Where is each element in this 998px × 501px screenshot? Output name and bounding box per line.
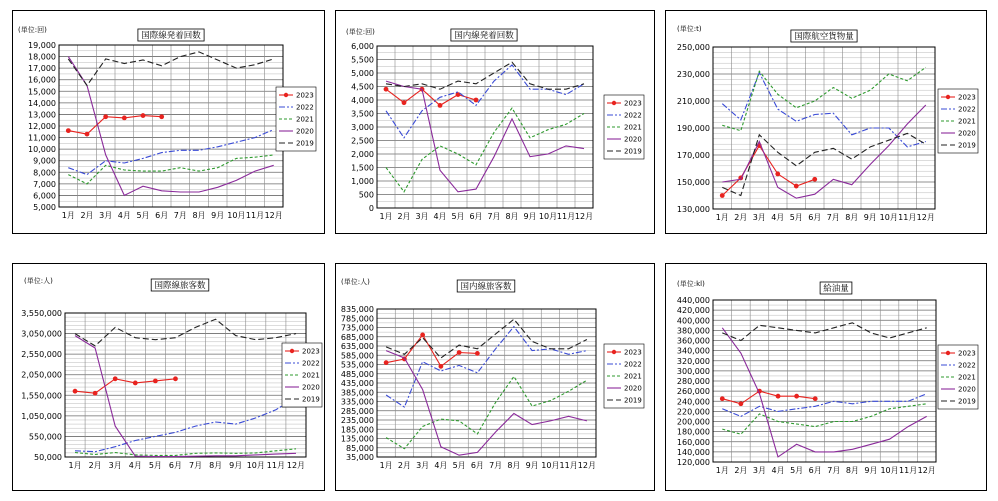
legend-label-2023: 2023 [958, 349, 976, 358]
x-tick-label: 10月 [880, 466, 899, 475]
chart-domestic-flights [336, 11, 656, 235]
x-tick-label: 9月 [864, 466, 878, 475]
x-tick-label: 5月 [148, 461, 162, 470]
legend-label-2023: 2023 [302, 347, 320, 356]
x-tick-label: 7月 [188, 461, 203, 470]
x-tick-label: 12月 [916, 213, 935, 222]
y-tick-label: 585,000 [340, 351, 374, 361]
data-point-2023 [384, 87, 389, 92]
legend-label-2020: 2020 [302, 383, 320, 392]
chart-panel-fuel [665, 263, 987, 491]
y-tick-label: 285,000 [340, 406, 374, 416]
legend-label-2022: 2022 [958, 105, 976, 114]
y-tick-label: 190,000 [676, 124, 710, 133]
y-tick-label: 835,000 [340, 305, 374, 314]
unit-label: (単位:人) [24, 277, 53, 285]
legend-label-2019: 2019 [624, 147, 642, 156]
unit-label: (単位:人) [341, 278, 370, 286]
x-tick-label: 7月 [487, 212, 501, 221]
x-tick-label: 6月 [808, 466, 822, 475]
x-tick-label: 3月 [752, 466, 767, 475]
legend-label-2019: 2019 [302, 395, 320, 404]
legend-label-2020: 2020 [624, 384, 642, 393]
x-tick-label: 6月 [168, 461, 183, 470]
x-tick-label: 3月 [108, 461, 122, 470]
chart-domestic-passengers [336, 264, 656, 492]
data-point-2023 [113, 376, 118, 381]
x-tick-label: 11月 [899, 466, 918, 475]
y-tick-label: 11,000 [28, 133, 56, 143]
legend-label-2022: 2022 [624, 360, 642, 369]
x-tick-label: 8月 [845, 466, 859, 475]
x-tick-label: 4月 [434, 461, 448, 470]
unit-label: (単位:回) [18, 26, 47, 34]
x-tick-label: 3月 [752, 213, 766, 222]
chart-title: 国際線発着回数 [141, 31, 201, 41]
x-tick-label: 8月 [192, 211, 206, 220]
legend-label-2021: 2021 [624, 123, 642, 132]
data-point-2023 [159, 114, 164, 119]
legend-label-2022: 2022 [624, 111, 642, 120]
y-tick-label: 380,000 [676, 326, 710, 336]
legend-label-2022: 2022 [302, 359, 320, 368]
y-tick-label: 280,000 [676, 377, 710, 386]
x-tick-label: 4月 [128, 461, 142, 470]
legend-label-2023: 2023 [624, 348, 642, 357]
y-tick-label: 12,000 [28, 122, 56, 131]
y-tick-label: 500 [358, 190, 374, 200]
x-tick-label: 2月 [397, 212, 411, 221]
x-tick-label: 5月 [452, 461, 466, 470]
data-point-2023 [457, 350, 462, 355]
x-tick-label: 11月 [245, 211, 265, 220]
x-tick-label: 10月 [227, 211, 246, 220]
legend-label-2021: 2021 [958, 117, 976, 126]
y-tick-label: 9,000 [33, 156, 56, 166]
y-tick-label: 385,000 [340, 388, 374, 398]
x-tick-label: 6月 [470, 461, 484, 470]
legend-marker-2023 [284, 93, 288, 97]
data-point-2023 [813, 396, 818, 401]
x-tick-label: 4月 [433, 212, 447, 221]
y-tick-label: 2,550,000 [21, 350, 62, 360]
y-tick-label: 200,000 [676, 417, 710, 427]
legend-marker-2023 [290, 349, 294, 353]
y-tick-label: 4,500 [351, 82, 374, 92]
y-tick-label: 160,000 [676, 437, 710, 447]
y-tick-label: 420,000 [676, 306, 710, 316]
legend-label-2022: 2022 [958, 361, 976, 370]
y-tick-label: 170,000 [676, 151, 710, 160]
y-tick-label: 16,000 [28, 75, 56, 85]
y-tick-label: 240,000 [676, 397, 710, 407]
chart-intl-flights [13, 11, 326, 235]
y-tick-label: 185,000 [340, 425, 374, 435]
unit-label: (単位:t) [677, 25, 702, 33]
chart-intl-passengers [13, 264, 326, 492]
y-tick-label: 735,000 [340, 323, 374, 333]
data-point-2023 [438, 364, 443, 369]
y-tick-label: 210,000 [676, 97, 710, 106]
data-point-2023 [122, 116, 127, 121]
y-tick-label: 150,000 [676, 178, 710, 187]
x-tick-label: 7月 [173, 211, 187, 220]
data-point-2023 [85, 132, 90, 137]
x-tick-label: 1月 [379, 461, 393, 470]
y-tick-label: 235,000 [340, 416, 374, 425]
y-tick-label: 1,000 [351, 177, 374, 186]
data-point-2023 [103, 114, 108, 119]
data-point-2023 [794, 394, 799, 399]
y-tick-label: 335,000 [340, 397, 374, 407]
y-tick-label: 35,000 [346, 453, 374, 462]
y-tick-label: 180,000 [676, 427, 710, 437]
x-tick-label: 11月 [898, 213, 917, 222]
legend-label-2021: 2021 [302, 371, 320, 380]
chart-title: 国際航空貨物量 [794, 32, 854, 42]
y-tick-label: 6,000 [351, 42, 374, 51]
y-tick-label: 320,000 [676, 356, 710, 366]
data-point-2023 [173, 376, 178, 381]
legend-label-2023: 2023 [296, 91, 314, 100]
y-tick-label: 550,000 [28, 432, 62, 442]
y-tick-label: 8,000 [33, 168, 56, 178]
y-tick-label: 5,000 [351, 69, 374, 78]
x-tick-label: 2月 [80, 211, 94, 220]
data-point-2023 [475, 351, 480, 356]
x-tick-label: 11月 [559, 461, 578, 470]
chart-fuel [666, 264, 988, 492]
x-tick-label: 5月 [790, 466, 804, 475]
x-tick-label: 10月 [538, 212, 558, 221]
y-tick-label: 220,000 [676, 407, 710, 417]
x-tick-label: 12月 [577, 461, 596, 470]
data-point-2023 [720, 396, 725, 401]
x-tick-label: 9月 [863, 213, 877, 222]
y-tick-label: 10,000 [28, 145, 56, 155]
data-point-2023 [402, 100, 407, 105]
y-tick-label: 435,000 [340, 379, 374, 388]
y-tick-label: 13,000 [28, 110, 56, 120]
y-tick-label: 300,000 [676, 366, 710, 376]
y-tick-label: 85,000 [346, 443, 374, 453]
x-tick-label: 12月 [286, 461, 306, 470]
data-point-2023 [384, 360, 389, 365]
legend-label-2020: 2020 [958, 385, 976, 394]
x-tick-label: 12月 [574, 212, 594, 221]
data-point-2023 [438, 103, 443, 108]
x-tick-label: 9月 [229, 461, 243, 470]
x-tick-label: 2月 [88, 461, 102, 470]
y-tick-label: 19,000 [28, 41, 56, 50]
legend-label-2019: 2019 [624, 396, 642, 405]
y-tick-label: 250,000 [676, 43, 710, 52]
y-tick-label: 18,000 [28, 52, 56, 62]
x-tick-label: 4月 [771, 213, 785, 222]
legend-label-2019: 2019 [958, 397, 976, 406]
y-tick-label: 360,000 [676, 336, 710, 346]
legend-label-2023: 2023 [624, 99, 642, 108]
y-tick-label: 340,000 [676, 346, 710, 356]
y-tick-label: 2,050,000 [21, 370, 62, 380]
legend-label-2019: 2019 [958, 141, 976, 150]
x-tick-label: 9月 [523, 212, 537, 221]
x-tick-label: 1月 [715, 466, 729, 475]
y-tick-label: 485,000 [340, 369, 374, 379]
x-tick-label: 4月 [771, 466, 785, 475]
y-tick-label: 120,000 [676, 458, 710, 467]
chart-title: 国内線発着回数 [454, 31, 514, 41]
data-point-2023 [133, 381, 138, 386]
x-tick-label: 7月 [489, 461, 503, 470]
legend-label-2020: 2020 [624, 135, 642, 144]
x-tick-label: 10月 [246, 461, 265, 470]
y-tick-label: 3,550,000 [21, 309, 62, 318]
chart-panel-intl-passengers [12, 263, 325, 491]
legend-label-2021: 2021 [958, 373, 976, 382]
y-tick-label: 1,050,000 [21, 411, 62, 421]
x-tick-label: 8月 [507, 461, 521, 470]
legend-label-2020: 2020 [958, 129, 976, 138]
y-tick-label: 635,000 [340, 342, 374, 351]
legend-marker-2023 [946, 95, 950, 99]
x-tick-label: 1月 [715, 213, 729, 222]
y-tick-label: 400,000 [676, 316, 710, 326]
y-tick-label: 0 [368, 204, 374, 213]
x-tick-label: 8月 [505, 212, 519, 221]
y-tick-label: 135,000 [340, 434, 374, 444]
x-tick-label: 12月 [264, 211, 283, 220]
y-tick-label: 5,000 [33, 203, 56, 212]
x-tick-label: 1月 [61, 211, 75, 220]
x-tick-label: 6月 [808, 213, 822, 222]
y-tick-label: 2,500 [351, 136, 374, 146]
y-tick-label: 785,000 [340, 314, 374, 324]
y-tick-label: 15,000 [28, 87, 56, 97]
x-tick-label: 2月 [734, 213, 748, 222]
y-tick-label: 260,000 [676, 387, 710, 397]
data-point-2023 [794, 184, 799, 189]
x-tick-label: 3月 [99, 211, 113, 220]
x-tick-label: 9月 [525, 461, 539, 470]
y-tick-label: 4,000 [351, 96, 374, 105]
y-tick-label: 7,000 [33, 179, 56, 189]
y-tick-label: 6,000 [33, 191, 56, 201]
legend-marker-2023 [946, 351, 950, 355]
x-tick-label: 11月 [556, 212, 576, 221]
y-tick-label: 2,000 [351, 150, 374, 159]
legend-marker-2023 [612, 350, 616, 354]
chart-panel-intl-cargo [665, 10, 987, 234]
y-tick-label: 3,050,000 [21, 329, 62, 339]
chart-title: 国内線旅客数 [460, 282, 512, 292]
y-tick-label: 1,500 [351, 163, 374, 173]
x-tick-label: 4月 [117, 211, 131, 220]
x-tick-label: 10月 [879, 213, 898, 222]
legend-marker-2023 [612, 101, 616, 105]
legend-label-2019: 2019 [296, 139, 314, 148]
x-tick-label: 1月 [379, 212, 393, 221]
data-point-2023 [93, 391, 98, 396]
chart-panel-domestic-passengers [335, 263, 655, 491]
y-tick-label: 230,000 [676, 70, 710, 79]
data-point-2023 [720, 193, 725, 198]
y-tick-label: 3,000 [351, 123, 374, 132]
x-tick-label: 1月 [68, 461, 82, 470]
y-tick-label: 5,500 [351, 55, 374, 65]
x-tick-label: 11月 [266, 461, 285, 470]
y-tick-label: 3,500 [351, 109, 374, 119]
x-tick-label: 12月 [917, 466, 936, 475]
legend-label-2023: 2023 [958, 93, 976, 102]
legend-label-2021: 2021 [624, 372, 642, 381]
x-tick-label: 8月 [845, 213, 859, 222]
y-tick-label: 685,000 [340, 332, 374, 342]
data-point-2023 [73, 389, 78, 394]
legend-label-2022: 2022 [296, 103, 314, 112]
y-tick-label: 14,000 [28, 98, 56, 108]
y-tick-label: 1,550,000 [21, 391, 62, 401]
unit-label: (単位:回) [346, 28, 375, 36]
chart-panel-intl-flights [12, 10, 325, 234]
x-tick-label: 7月 [826, 213, 840, 222]
x-tick-label: 8月 [209, 461, 223, 470]
data-point-2023 [420, 333, 425, 338]
x-tick-label: 10月 [541, 461, 560, 470]
y-tick-label: 140,000 [676, 447, 710, 457]
chart-intl-cargo [666, 11, 988, 235]
y-tick-label: 17,000 [28, 64, 56, 74]
data-point-2023 [776, 394, 781, 399]
data-point-2023 [153, 378, 158, 383]
x-tick-label: 7月 [827, 466, 841, 475]
x-tick-label: 6月 [469, 212, 483, 221]
data-point-2023 [474, 98, 479, 103]
x-tick-label: 5月 [789, 213, 803, 222]
chart-title: 国際線旅客数 [154, 281, 206, 291]
data-point-2023 [738, 401, 743, 406]
x-tick-label: 9月 [211, 211, 225, 220]
x-tick-label: 3月 [416, 461, 430, 470]
x-tick-label: 2月 [397, 461, 411, 470]
x-tick-label: 2月 [734, 466, 748, 475]
y-tick-label: 130,000 [676, 205, 710, 214]
x-tick-label: 6月 [155, 211, 169, 220]
y-tick-label: 50,000 [34, 453, 62, 462]
data-point-2023 [66, 128, 71, 133]
data-point-2023 [775, 172, 780, 177]
chart-title: 給油量 [823, 284, 849, 294]
x-tick-label: 5月 [136, 211, 150, 220]
chart-panel-domestic-flights [335, 10, 655, 234]
legend-label-2021: 2021 [296, 115, 314, 124]
unit-label: (単位:kl) [677, 280, 705, 288]
x-tick-label: 3月 [415, 212, 429, 221]
x-tick-label: 5月 [451, 212, 465, 221]
data-point-2023 [812, 177, 817, 182]
legend-label-2020: 2020 [296, 127, 314, 136]
data-point-2023 [141, 113, 146, 118]
y-tick-label: 440,000 [676, 296, 710, 305]
y-tick-label: 535,000 [340, 360, 374, 370]
